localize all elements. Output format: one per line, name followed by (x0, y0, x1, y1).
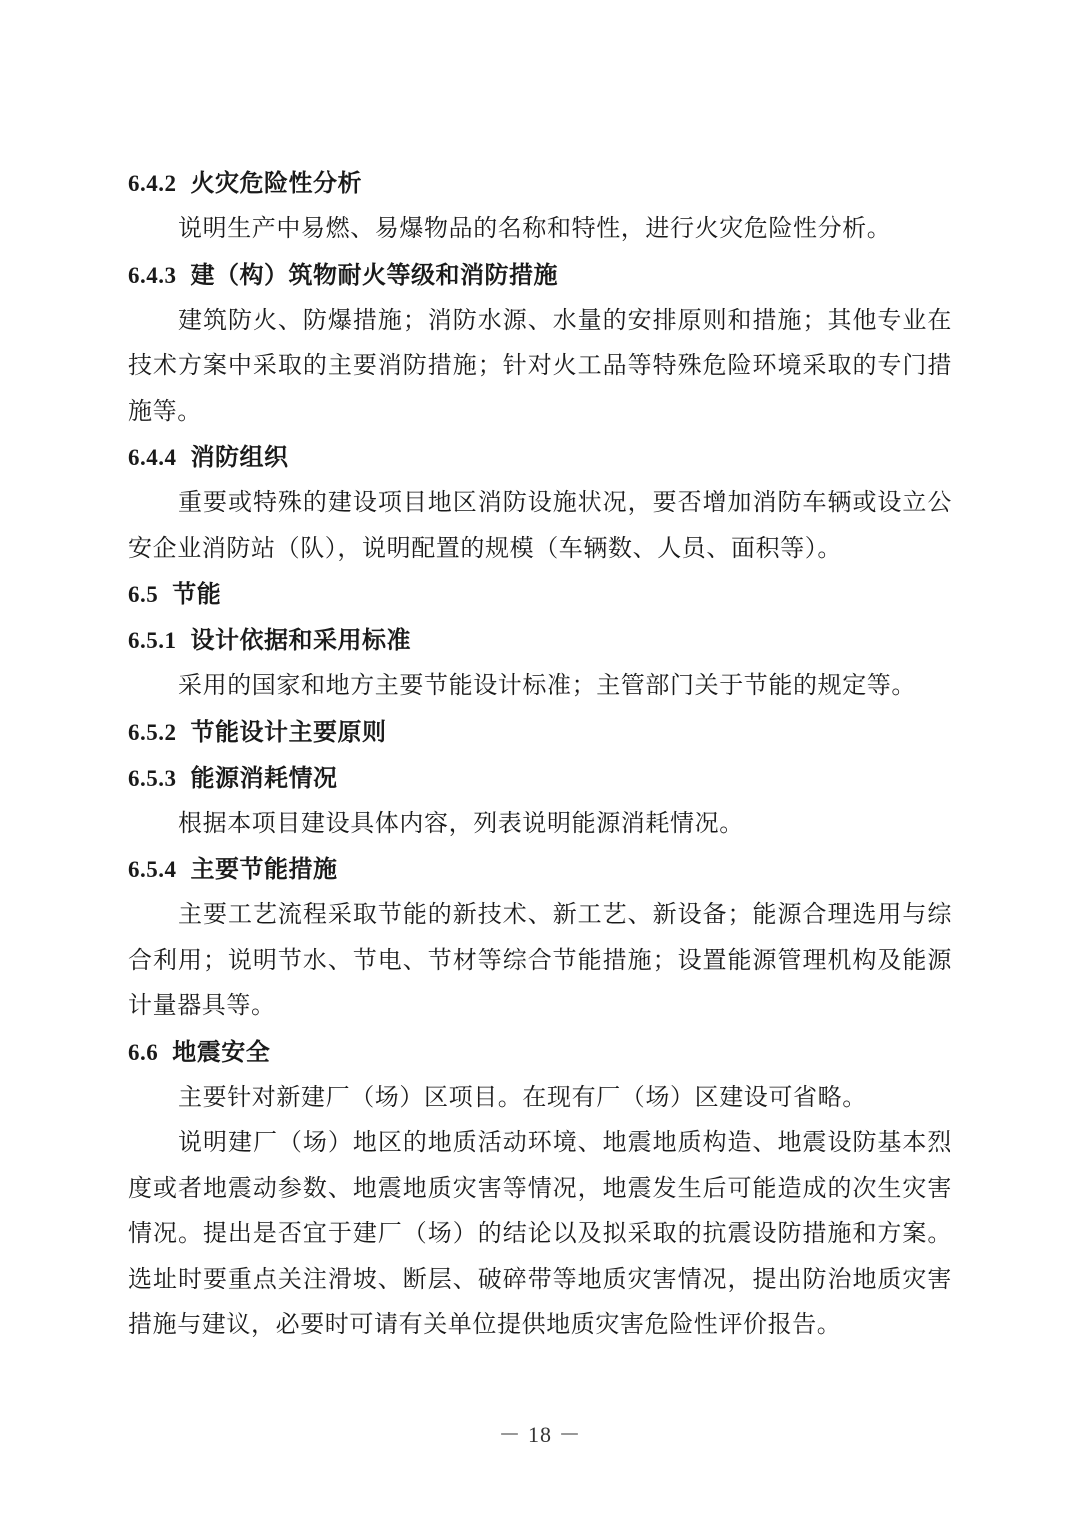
section-title: 建（构）筑物耐火等级和消防措施 (190, 260, 558, 289)
section-number: 6.5.4 (128, 857, 177, 882)
paragraph: 主要针对新建厂（场）区项目。在现有厂（场）区建设可省略。 (178, 1082, 867, 1111)
section-number: 6.5.3 (128, 765, 177, 791)
paragraph: 说明生产中易燃、易爆物品的名称和特性，进行火灾危险性分析。 (178, 214, 892, 242)
section-heading-6-5-4 (128, 846, 952, 892)
section-heading-6-5-2 (128, 709, 952, 755)
section-title: 节能 (172, 580, 222, 608)
section-heading-6-4-2 (128, 160, 952, 206)
section-heading-6-4-4 (128, 434, 952, 480)
section-number: 6.5.2 (128, 719, 177, 745)
page-number: － 18 － (498, 1422, 582, 1447)
paragraph: 说明建厂（场）地区的地质活动环境、地震地质构造、地震设防基本烈度或者地震动参数、地震地质灾害等情况，地震发生后可能造成的次生灾害情况。提出是否宜于建厂（场）的结论以及拟采取的抗震设防措施和方案。选址时要重点关注滑坡、断层、破碎带等地质灾害情况，提出防治地质灾害措施与建议，必要时可请有关单位提供地质灾害危险性评价报告。 (128, 1128, 952, 1338)
section-heading-6-5-1 (128, 617, 952, 663)
section-title: 节能设计主要原则 (190, 717, 387, 746)
section-number: 6.5.1 (128, 628, 177, 653)
section-heading-6-4-3 (128, 252, 952, 298)
section-heading-6-6 (128, 1029, 952, 1075)
section-heading-6-5-3 (128, 755, 952, 801)
section-number: 6.6 (128, 1039, 159, 1065)
paragraph: 主要工艺流程采取节能的新技术、新工艺、新设备；能源合理选用与综合利用；说明节水、节电、节材等综合节能措施；设置能源管理机构及能源计量器具等。 (128, 900, 952, 1019)
section-title: 地震安全 (172, 1037, 271, 1066)
section-title: 火灾危险性分析 (190, 169, 362, 197)
section-title: 设计依据和采用标准 (190, 626, 411, 654)
section-title: 消防组织 (190, 443, 289, 471)
paragraph: 根据本项目建设具体内容，列表说明能源消耗情况。 (178, 808, 744, 837)
section-number: 6.4.4 (128, 445, 177, 470)
paragraph: 重要或特殊的建设项目地区消防设施状况，要否增加消防车辆或设立公安企业消防站（队），说明配置的规模（车辆数、人员、面积等）。 (128, 488, 952, 562)
section-heading-6-5 (128, 571, 952, 617)
document-page (128, 160, 952, 1348)
section-number: 6.4.3 (128, 262, 177, 288)
section-number: 6.5 (128, 582, 159, 607)
section-title: 主要节能措施 (190, 855, 338, 883)
section-title: 能源消耗情况 (190, 763, 338, 792)
section-number: 6.4.2 (128, 171, 177, 196)
paragraph: 采用的国家和地方主要节能设计标准；主管部门关于节能的规定等。 (178, 671, 916, 699)
paragraph: 建筑防火、防爆措施；消防水源、水量的安排原则和措施；其他专业在技术方案中采取的主要消防措施；针对火工品等特殊危险环境采取的专门措施等。 (128, 305, 952, 425)
